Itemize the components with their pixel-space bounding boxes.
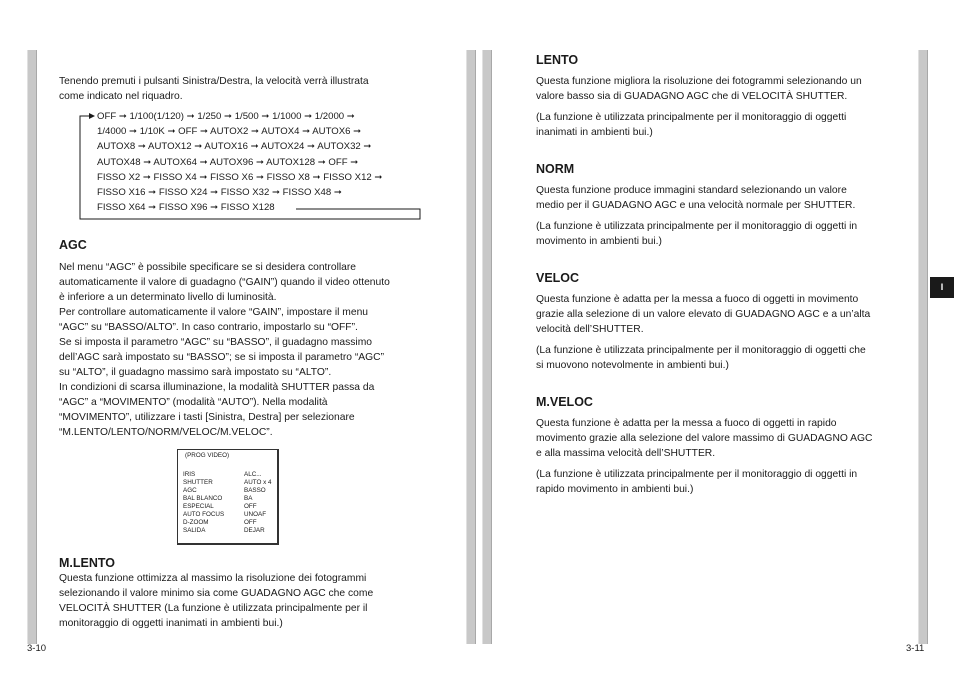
shutter-speed-sequence: [97, 109, 382, 215]
agc-heading: AGC: [59, 238, 87, 252]
sequence-line: FISSO X2 ➞ FISSO X4 ➞ FISSO X6 ➞ FISSO X8 ➞ FISSO X12 ➞: [97, 171, 383, 183]
right-margin-bar: [918, 50, 928, 644]
mlento-heading: M.LENTO: [59, 556, 116, 570]
mlento-body: Questa funzione ottimizza al massimo la risoluzione dei fotogrammi selezionando il valore minimo sia come GUADAGNO AGC che come VELOCITÀ SHUTTER (La funzione è utilizzata principalmente per il monitoraggio di oggetti inanimati in ambienti bui.): [59, 573, 374, 629]
lento-body-2: (La funzione è utilizzata principalmente per il monitoraggio di oggetti inanimati in ambienti bui.): [536, 112, 847, 138]
language-tab: I: [930, 277, 954, 298]
center-right-bar: [482, 50, 492, 644]
sequence-line: OFF ➞ 1/100(1/120) ➞ 1/250 ➞ 1/500 ➞ 1/1000 ➞ 1/2000 ➞: [97, 111, 355, 122]
sequence-line: AUTOX8 ➞ AUTOX12 ➞ AUTOX16 ➞ AUTOX24 ➞ AUTOX32 ➞: [97, 141, 372, 153]
veloc-body-2: (La funzione è utilizzata principalmente per il monitoraggio di oggetti che si muovono notevolmente in ambienti bui.): [536, 345, 866, 371]
norm-body-1: Questa funzione produce immagini standard selezionando un valore medio per il GUADAGNO AGC e una velocità normale per SHUTTER.: [536, 185, 856, 211]
veloc-heading: VELOC: [536, 271, 580, 285]
menu-row: AGC BASSO: [183, 487, 266, 494]
page-number-right: 3-11: [906, 643, 925, 654]
menu-row: ESPECIAL OFF: [183, 503, 257, 510]
menu-row: SHUTTER AUTO x 4: [183, 479, 272, 486]
lento-body-1: Questa funzione migliora la risoluzione dei fotogrammi selezionando un valore basso sia di GUADAGNO AGC che di VELOCITÀ SHUTTER.: [536, 76, 862, 102]
menu-row: D-ZOOM OFF: [183, 519, 257, 526]
agc-body: Nel menu “AGC” è possibile specificare se si desidera controllare automaticamente il valore di guadagno (“GAIN”) quando il video ottenuto è inferiore a un determinato livello di luminosità. Per controllare automaticamente il valore “GAIN”, impostare il menu “AGC” su “BASSO/ALTO”. In caso contrario, impostarlo su “OFF”. Se si imposta il parametro “AGC” su “BASSO”, il guadagno massimo dell’AGC sarà impostato su “BASSO”; se si imposta il parametro “AGC” su “ALTO”, il guadagno massimo sarà impostato su “ALTO”. In condizioni di scarsa illuminazione, la modalità SHUTTER passa da “AGC” a “MOVIMENTO” (modalità “AUTO”). Nella modalità “MOVIMENTO”, utilizzare i tasti [Sinistra, Destra] per selezionare “M.LENTO/LENTO/NORM/VELOC/M.VELOC”.: [59, 262, 390, 438]
page-number-left: 3-10: [27, 643, 47, 654]
menu-title: (PROG VIDEO): [185, 452, 230, 459]
center-left-bar: [466, 50, 476, 644]
sequence-line: 1/4000 ➞ 1/10K ➞ OFF ➞ AUTOX2 ➞ AUTOX4 ➞ AUTOX6 ➞: [97, 126, 362, 138]
menu-row: SALIDA DEJAR: [183, 527, 265, 534]
lento-heading: LENTO: [536, 53, 579, 67]
norm-body-2: (La funzione è utilizzata principalmente per il monitoraggio di oggetti in movimento in ambienti bui.): [536, 221, 858, 247]
norm-heading: NORM: [536, 162, 575, 176]
left-margin-bar: [27, 50, 37, 644]
menu-row: BAL BLANCO BA: [183, 495, 253, 502]
prog-video-menu: [177, 449, 279, 545]
mveloc-heading: M.VELOC: [536, 395, 593, 409]
sequence-line: AUTOX48 ➞ AUTOX64 ➞ AUTOX96 ➞ AUTOX128 ➞ OFF ➞: [97, 156, 359, 168]
sequence-line: FISSO X64 ➞ FISSO X96 ➞ FISSO X128: [97, 202, 275, 214]
mveloc-body-1: Questa funzione è adatta per la messa a fuoco di oggetti in rapido movimento grazie alla selezione del valore massimo di GUADAGNO AGC e alla massima velocità dell’SHUTTER.: [536, 418, 873, 459]
sequence-line: FISSO X16 ➞ FISSO X24 ➞ FISSO X32 ➞ FISSO X48 ➞: [97, 186, 342, 198]
veloc-body-1: Questa funzione è adatta per la messa a fuoco di oggetti in movimento grazie alla selezione di un valore elevato di GUADAGNO AGC e a un’alta velocità dell’SHUTTER.: [536, 294, 871, 335]
intro-text: Tenendo premuti i pulsanti Sinistra/Destra, la velocità verrà illustrata come indicato nel riquadro.: [59, 76, 369, 102]
menu-row: AUTO FOCUS UNOAF: [183, 511, 267, 518]
mveloc-body-2: (La funzione è utilizzata principalmente per il monitoraggio di oggetti in rapido movimento in ambienti bui.): [536, 469, 858, 495]
menu-row: IRIS ALC...: [183, 471, 262, 478]
